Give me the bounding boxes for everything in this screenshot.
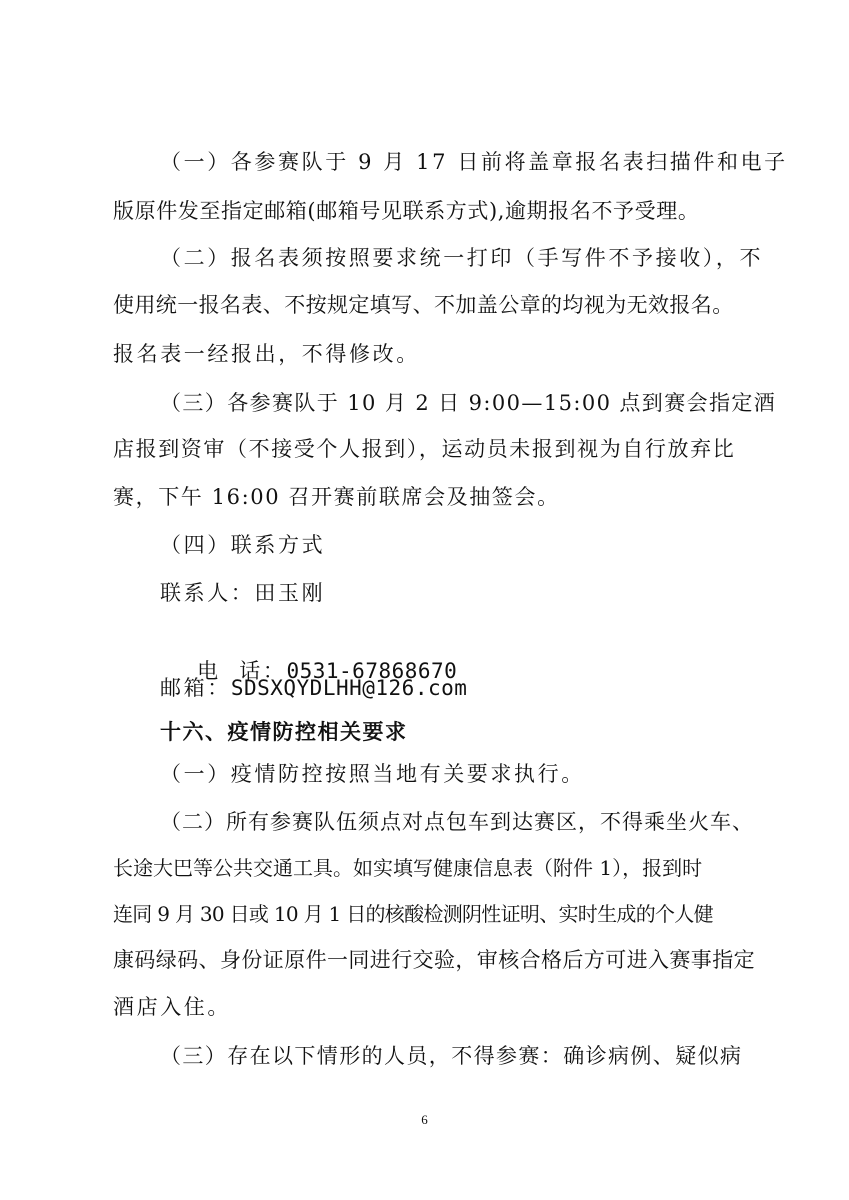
- paragraph-3-line-3: 赛，下午 16:00 召开赛前联席会及抽签会。: [113, 485, 560, 509]
- section-16-item-2-line-2: 长途大巴等公共交通工具。如实填写健康信息表（附件 1），报到时: [113, 856, 703, 880]
- contact-email: SDSXQYDLHH@126.com: [230, 676, 468, 700]
- section-16-item-3-line-1: （三）存在以下情形的人员，不得参赛：确诊病例、疑似病: [160, 1044, 743, 1068]
- contact-person-label: 联系人：: [160, 581, 255, 605]
- section-16-item-1: （一）疫情防控按照当地有关要求执行。: [160, 762, 585, 786]
- contact-phone-label: 电 话：: [197, 659, 287, 683]
- paragraph-1-line-1: （一）各参赛队于 9 月 17 日前将盖章报名表扫描件和电子: [160, 150, 788, 174]
- section-16-item-2-line-5: 酒店入住。: [113, 995, 231, 1019]
- contact-title: （四）联系方式: [160, 533, 326, 557]
- contact-person-row: [160, 578, 750, 608]
- paragraph-3-line-1: （三）各参赛队于 10 月 2 日 9:00—15:00 点到赛会指定酒: [160, 391, 777, 415]
- paragraph-3-line-2: 店报到资审（不接受个人报到），运动员未报到视为自行放弃比: [113, 437, 736, 461]
- paragraph-1-line-2: 版原件发至指定邮箱(邮箱号见联系方式),逾期报名不予受理。: [113, 199, 700, 223]
- paragraph-2-line-1: （二）报名表须按照要求统一打印（手写件不予接收），不: [160, 246, 764, 270]
- contact-email-label: 邮箱：: [160, 676, 231, 700]
- page-number: 6: [421, 1112, 428, 1127]
- paragraph-2-line-2: 使用统一报名表、不按规定填写、不加盖公章的均视为无效报名。: [113, 293, 734, 317]
- section-16-item-2-line-3: 连同 9 月 30 日或 10 月 1 日的核酸检测阴性证明、实时生成的个人健: [113, 902, 713, 926]
- section-16-item-2-line-1: （二）所有参赛队伍须点对点包车到达赛区，不得乘坐火车、: [160, 810, 754, 834]
- paragraph-2-line-3: 报名表一经报出，不得修改。: [113, 342, 420, 366]
- section-16-item-2-line-4: 康码绿码、身份证原件一同进行交验，审核合格后方可进入赛事指定: [113, 948, 755, 972]
- contact-email-row: [160, 673, 750, 703]
- section-16-heading: 十六、疫情防控相关要求: [160, 720, 408, 744]
- contact-phone: 0531-67868670: [286, 659, 458, 683]
- contact-person: 田玉刚: [254, 581, 326, 605]
